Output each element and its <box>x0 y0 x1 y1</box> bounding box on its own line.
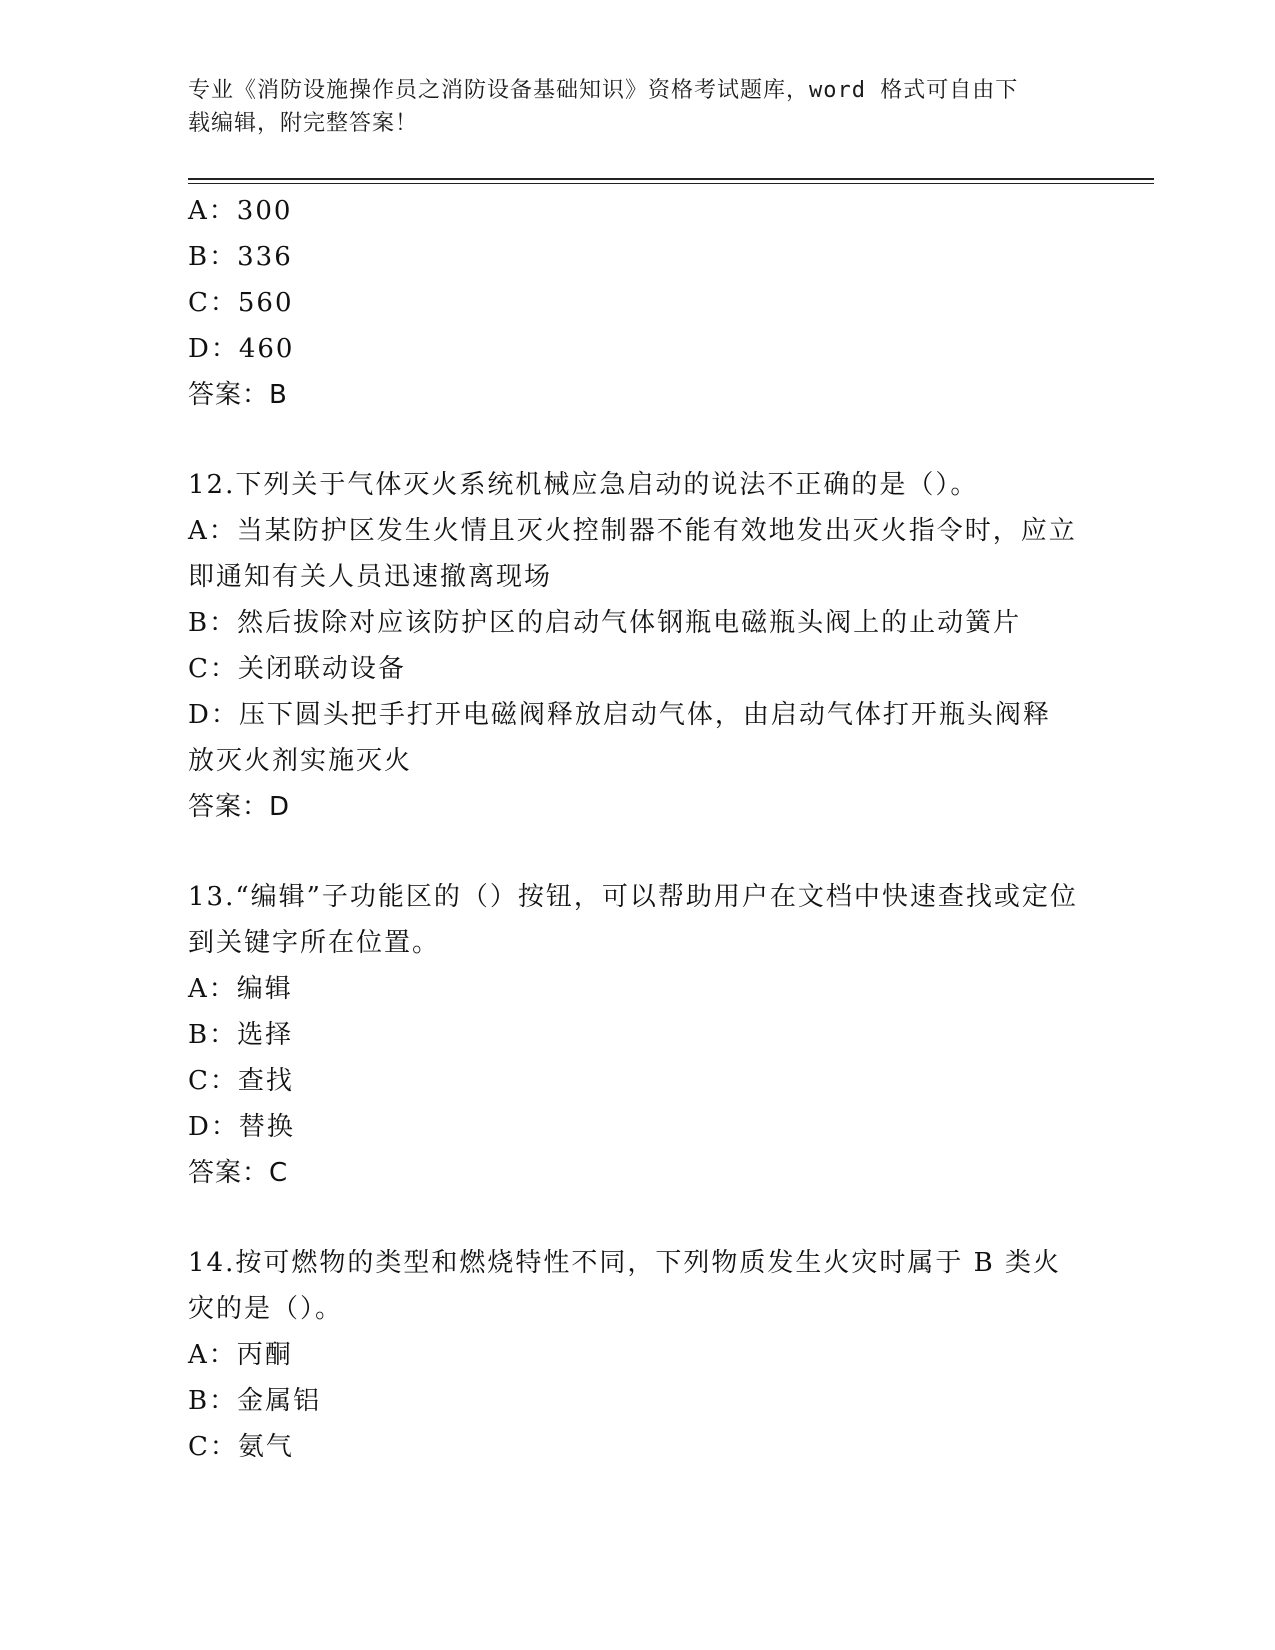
question-list <box>188 188 1078 1470</box>
option-c: C：氨气 <box>188 1432 294 1462</box>
option-c: C：560 <box>188 288 294 318</box>
question-text: 13.“编辑”子功能区的（）按钮，可以帮助用户在文档中快速查找或定位到关键字所在位置。 <box>188 882 1078 958</box>
option-a: A：当某防护区发生火情且灭火控制器不能有效地发出灭火指令时，应立即通知有关人员迅速撤离现场 <box>188 516 1077 592</box>
header-divider-thick <box>188 178 1154 180</box>
answer: 答案：C <box>188 1158 289 1188</box>
option-a: A：300 <box>188 196 293 226</box>
document-header <box>188 74 1068 140</box>
question-12 <box>188 462 1078 830</box>
answer: 答案：B <box>188 380 288 410</box>
question-14 <box>188 1240 1078 1470</box>
option-d: D：460 <box>188 334 295 364</box>
question-text: 14.按可燃物的类型和燃烧特性不同，下列物质发生火灾时属于 B 类火灾的是（）。 <box>188 1248 1061 1324</box>
question-13 <box>188 874 1078 1196</box>
option-b: B：336 <box>188 242 293 272</box>
header-line-2: 载编辑，附完整答案！ <box>188 111 419 136</box>
option-d: D：压下圆头把手打开电磁阀释放启动气体，由启动气体打开瓶头阀释放灭火剂实施灭火 <box>188 700 1051 776</box>
option-b: B：然后拔除对应该防护区的启动气体钢瓶电磁瓶头阀上的止动簧片 <box>188 608 1022 638</box>
header-divider-thin <box>188 183 1154 184</box>
option-c: C：关闭联动设备 <box>188 654 406 684</box>
header-line-1: 专业《消防设施操作员之消防设备基础知识》资格考试题库，word 格式可自由下 <box>188 78 1019 103</box>
question-text: 12.下列关于气体灭火系统机械应急启动的说法不正确的是（）。 <box>188 470 979 500</box>
option-d: D：替换 <box>188 1112 295 1142</box>
answer: 答案：D <box>188 792 291 822</box>
option-c: C：查找 <box>188 1066 294 1096</box>
option-b: B：金属铝 <box>188 1386 322 1416</box>
option-a: A：编辑 <box>188 974 293 1004</box>
option-b: B：选择 <box>188 1020 294 1050</box>
question-11 <box>188 188 1078 418</box>
option-a: A：丙酮 <box>188 1340 293 1370</box>
